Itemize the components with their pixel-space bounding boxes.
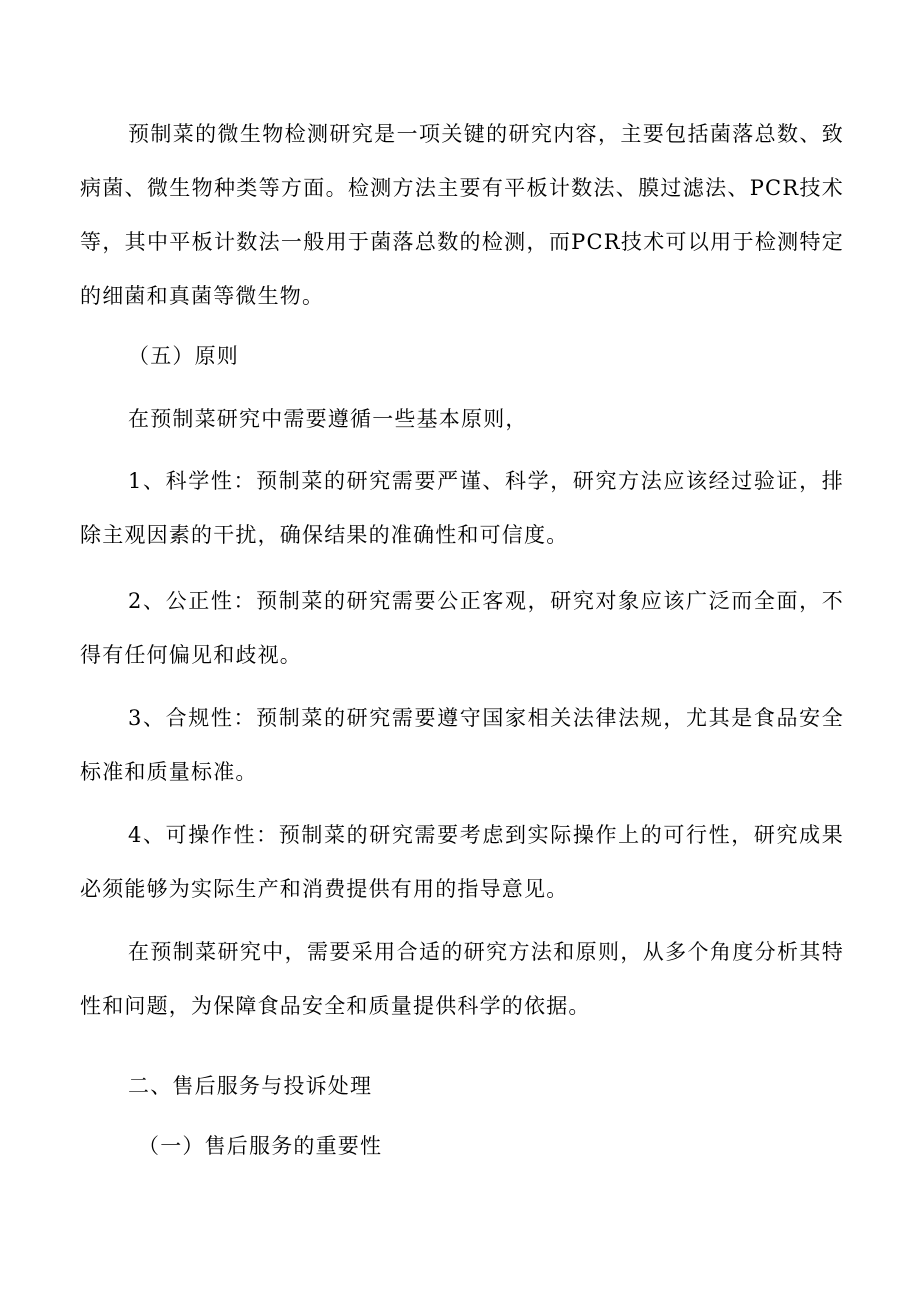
paragraph-principle-operability: 4、可操作性：预制菜的研究需要考虑到实际操作上的可行性，研究成果必须能够为实际生产和消费提供有用的指导意见。 (80, 823, 844, 901)
heading-principles: （五）原则 (128, 344, 239, 368)
paragraph-principles-summary: 在预制菜研究中，需要采用合适的研究方法和原则，从多个角度分析其特性和问题，为保障食品安全和质量提供科学的依据。 (80, 940, 844, 1018)
paragraph-principles-intro: 在预制菜研究中需要遵循一些基本原则， (128, 407, 528, 431)
paragraph-microbial-testing: 预制菜的微生物检测研究是一项关键的研究内容，主要包括菌落总数、致病菌、微生物种类等方面。检测方法主要有平板计数法、膜过滤法、PCR技术等，其中平板计数法一般用于菌落总数的检测，而PCR技术可以用于检测特定的细菌和真菌等微生物。 (80, 122, 844, 308)
heading-after-sales-importance: （一）售后服务的重要性 (138, 1134, 383, 1158)
paragraph-principle-fairness: 2、公正性：预制菜的研究需要公正客观，研究对象应该广泛而全面，不得有任何偏见和歧视。 (80, 589, 844, 667)
paragraph-principle-compliance: 3、合规性：预制菜的研究需要遵守国家相关法律法规，尤其是食品安全标准和质量标准。 (80, 706, 844, 784)
paragraph-principle-scientific: 1、科学性：预制菜的研究需要严谨、科学，研究方法应该经过验证，排除主观因素的干扰，确保结果的准确性和可信度。 (80, 469, 844, 547)
heading-after-sales-and-complaints: 二、售后服务与投诉处理 (128, 1074, 373, 1098)
